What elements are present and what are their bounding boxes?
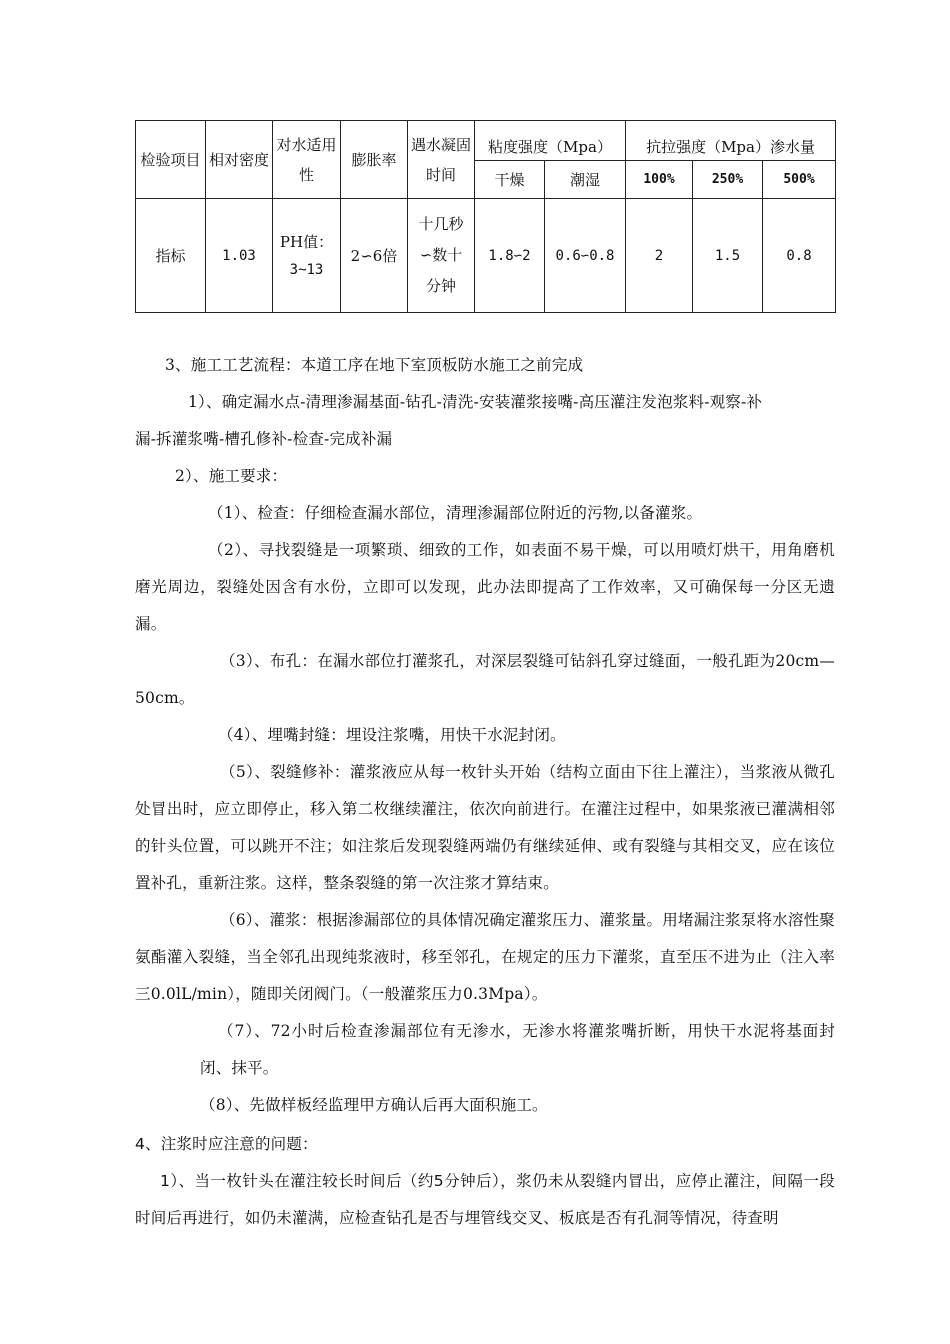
requirement-5: （5）、裂缝修补：灌浆液应从每一枚针头开始（结构立面由下往上灌注），当浆液从微孔处冒出时，应立即停止，移入第二枚继续灌注，依次向前进行。在灌注过程中，如果浆液已灌满相邻的针头位置，可以跳开不注；如注浆后发现裂缝两端仍有继续延伸、或有裂缝与其相交叉，应在该位置补孔，重新注浆。这样，整条裂缝的第一次注浆才算结束。 [135,763,835,892]
row-ph [273,199,341,313]
process-line-1: 1）、确定漏水点-清理渗漏基面-钻孔-清洗-安装灌浆接嘴-高压灌注发泡浆料-观察-补 [188,393,763,411]
row-500: 0.8 [763,199,836,313]
requirements-heading: 2）、施工要求： [175,467,288,485]
requirement-7: （7）、72小时后检查渗漏部位有无渗水，无渗水将灌浆嘴折断，用快干水泥将基面封闭、抹平。 [200,1022,835,1077]
header-wet: 潮湿 [545,161,626,199]
requirement-2: （2）、寻找裂缝是一项繁琐、细致的工作，如表面不易干燥，可以用喷灯烘干，用角磨机磨光周边，裂缝处因含有水份，立即可以发现，此办法即提高了工作效率，又可确保每一分区无遗漏。 [135,541,835,633]
row-expansion: 2∽6倍 [341,199,408,313]
row-ph-range: 3~13 [289,261,324,278]
header-500: 500% [763,161,836,199]
row-wet: 0.6∽0.8 [545,199,626,313]
requirement-4: （4）、埋嘴封缝：埋设注浆嘴，用快干水泥封闭。 [218,726,566,744]
header-250: 250% [693,161,763,199]
requirement-6: （6）、灌浆：根据渗漏部位的具体情况确定灌浆压力、灌浆量。用堵漏注浆泵将水溶性聚氨酯灌入裂缝，当全邻孔出现纯浆液时，移至邻孔，在规定的压力下灌浆，直至压不进为止（注入率三0.0lL/min），随即关闭阀门。（一般灌浆压力0.3Mpa）。 [135,911,835,1003]
header-set-time: 遇水凝固时间 [408,121,475,199]
header-tensile: 抗拉强度（Mpa）渗水量 [626,121,836,161]
row-set-time: 十几秒∽数十分钟 [408,199,475,313]
header-item: 检验项目 [136,121,206,199]
header-water-fit: 对水适用性 [273,121,341,199]
requirement-1: （1）、检查：仔细检查漏水部位，清理渗漏部位附近的污物,以备灌浆。 [208,504,703,522]
header-100: 100% [626,161,693,199]
requirement-8: （8）、先做样板经监理甲方确认后再大面积施工。 [200,1096,548,1114]
row-density: 1.03 [206,199,273,313]
row-ph-label: PH值： [279,232,334,251]
section3-title: 3、施工工艺流程：本道工序在地下室顶板防水施工之前完成 [165,356,584,374]
header-bond-strength: 粘度强度（Mpa） [475,121,626,161]
row-label: 指标 [136,199,206,313]
header-dry: 干燥 [475,161,545,199]
note-1: 1）、当一枚针头在灌注较长时间后（约5分钟后），浆仍未从裂缝内冒出，应停止灌注，间隔一段时间后再进行，如仍未灌满，应检查钻孔是否与埋管线交叉、板底是否有孔洞等情况，待查明 [135,1172,835,1227]
header-density: 相对密度 [206,121,273,199]
row-dry: 1.8∽2 [475,199,545,313]
row-250: 1.5 [693,199,763,313]
requirement-3: （3）、布孔：在漏水部位打灌浆孔，对深层裂缝可钻斜孔穿过缝面，一般孔距为20cm—50cm。 [135,652,835,707]
spec-table [135,120,836,313]
row-100: 2 [626,199,693,313]
process-line-2: 漏-拆灌浆嘴-槽孔修补-检查-完成补漏 [135,430,393,448]
section4-title: 4、注浆时应注意的问题： [135,1135,318,1153]
header-expansion: 膨胀率 [341,121,408,199]
